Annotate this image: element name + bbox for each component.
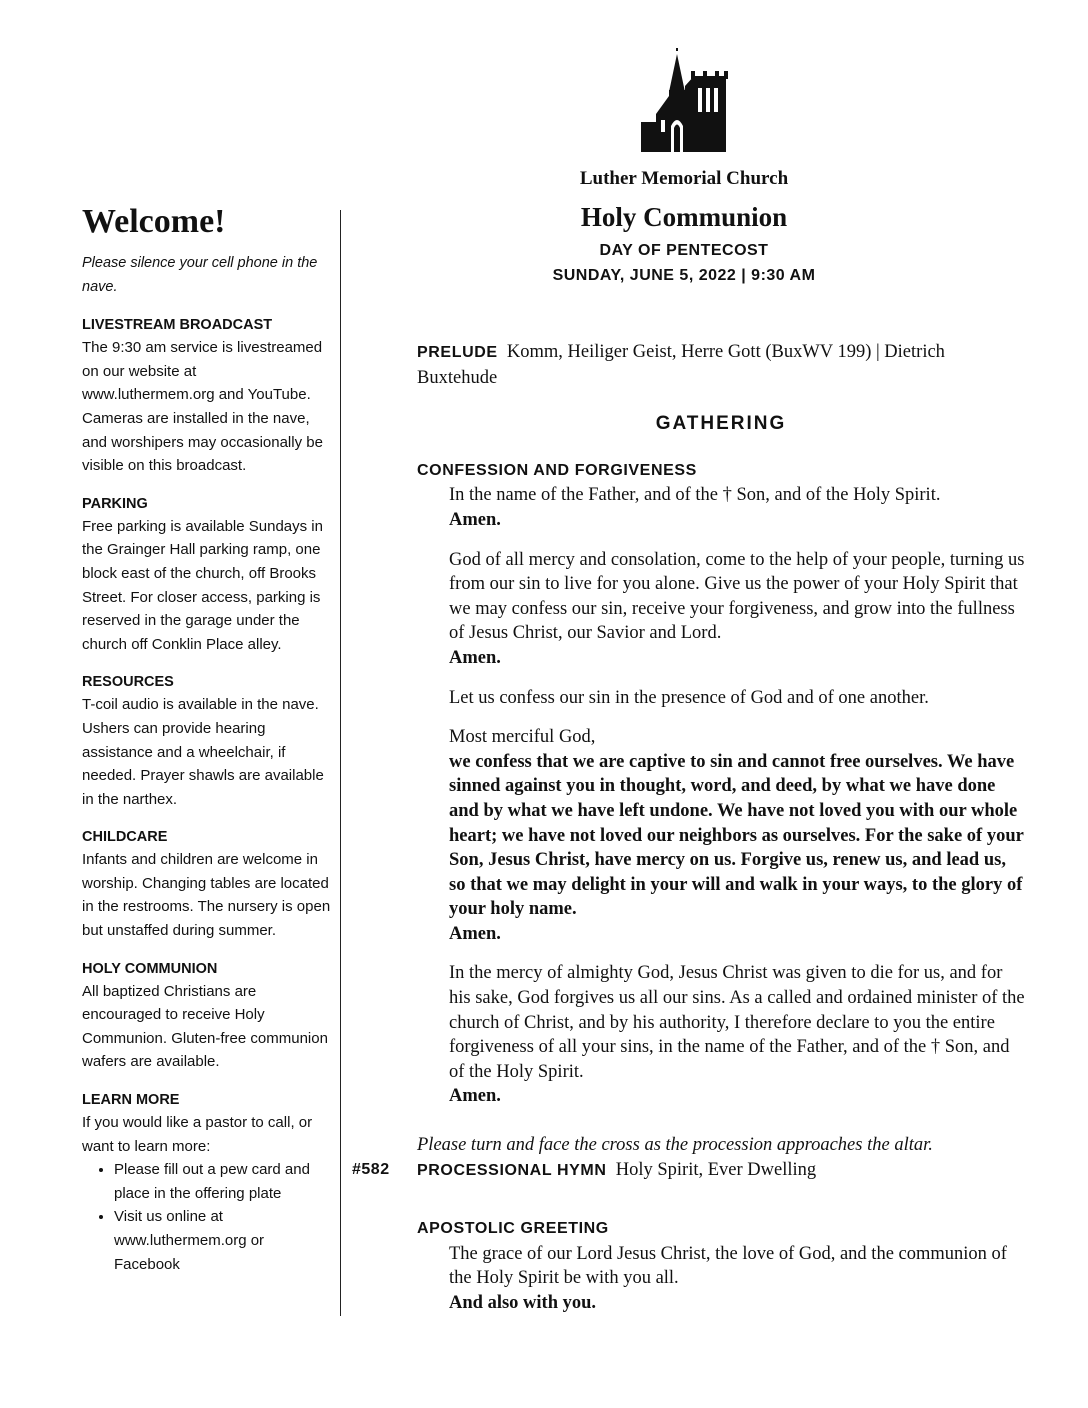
silence-phone-note: Please silence your cell phone in the nave. xyxy=(82,255,318,295)
procession-note: Please turn and face the cross as the procession approaches the altar. xyxy=(417,1135,933,1156)
amen-response: Amen. xyxy=(449,647,501,668)
amen-response: Amen. xyxy=(449,509,501,530)
greeting-text: The grace of our Lord Jesus Christ, the love of God, and the communion of the Holy Spirit be with you all. xyxy=(449,1243,1007,1289)
confession-response: we confess that we are captive to sin and cannot free ourselves. We have sinned against you in thought, word, and deed, by what we have done and by what we have left undone. We have not loved you with our whole heart; we have not loved our neighbors as ourselves. For the sake of your Son, Jesus Christ, have mercy on us. Forgive us, renew us, and lead us, so that we may delight in your will and walk in your ways, to the glory of your holy name. xyxy=(449,751,1024,920)
hymn-label: PROCESSIONAL HYMN xyxy=(417,1161,607,1179)
list-item: • Please fill out a pew card and place in the offering plate xyxy=(114,1158,332,1205)
confession-heading: CONFESSION AND FORGIVENESS xyxy=(417,461,697,479)
section-heading: HOLY COMMUNION xyxy=(82,960,218,977)
learn-more-section xyxy=(82,1089,332,1276)
section-text: T-coil audio is available in the nave. Ushers can provide hearing assistance and a wheelchair, if needed. Prayer shawls are available in the narthex. xyxy=(82,696,324,808)
liturgical-day: DAY OF PENTECOST xyxy=(599,242,769,259)
learn-more-list xyxy=(82,1158,332,1276)
section-text: If you would like a pastor to call, or want to learn more: xyxy=(82,1114,313,1155)
prelude-label: PRELUDE xyxy=(417,344,498,361)
section-heading: RESOURCES xyxy=(82,674,174,691)
service-date: SUNDAY, JUNE 5, 2022 | 9:30 AM xyxy=(552,267,816,284)
amen-response: Amen. xyxy=(449,923,501,944)
livestream-section xyxy=(82,314,332,478)
church-name: Luther Memorial Church xyxy=(579,168,789,189)
church-logo xyxy=(638,46,732,154)
section-text: Free parking is available Sundays in the Grainger Hall parking ramp, one block east of the church, off Brooks Street. For closer access, parking is reserved in the garage under the church off Conklin Place alley. xyxy=(82,517,323,653)
section-text: Infants and children are welcome in worship. Changing tables are located in the restrooms. The nursery is open but unstaffed during summer. xyxy=(82,851,331,940)
welcome-title: Welcome! xyxy=(82,203,226,240)
section-heading: PARKING xyxy=(82,495,148,512)
prelude xyxy=(417,340,1025,390)
order-of-worship xyxy=(352,340,1025,1316)
processional-hymn xyxy=(352,1158,1025,1184)
greeting-response: And also with you. xyxy=(449,1293,597,1313)
confession-prayer: God of all mercy and consolation, come to the help of your people, turning us from our sin to live for you alone. Give us the power of your Holy Spirit that we may confess our sin, receive your forgiveness, and grow into the fullness of Jesus Christ, our Savior and Lord. xyxy=(449,549,1025,644)
childcare-section xyxy=(82,826,332,942)
prelude-text: Komm, Heiliger Geist, Herre Gott (BuxWV 199) | Dietrich Buxtehude xyxy=(417,342,945,388)
resources-section xyxy=(82,671,332,811)
hymn-number: #582 xyxy=(352,1160,390,1178)
parking-section xyxy=(82,493,332,657)
confession-address: Most merciful God, xyxy=(449,727,596,748)
column-divider xyxy=(340,210,341,1316)
holy-communion-section xyxy=(82,958,332,1074)
section-heading: LIVESTREAM BROADCAST xyxy=(82,317,273,334)
invitation-to-confession: Let us confess our sin in the presence of God and of one another. xyxy=(449,687,929,708)
service-title: Holy Communion xyxy=(580,202,788,232)
hymn-title: Holy Spirit, Ever Dwelling xyxy=(615,1159,817,1180)
amen-response: Amen. xyxy=(449,1086,501,1107)
church-building-icon xyxy=(638,46,732,154)
section-text: The 9:30 am service is livestreamed on our website at www.luthermem.org and YouTube. Cameras are installed in the nave, and worshipers may occasionally be visible on this broadcast. xyxy=(82,339,323,475)
section-heading: LEARN MORE xyxy=(82,1092,180,1109)
section-heading: CHILDCARE xyxy=(82,829,168,846)
welcome-sidebar xyxy=(82,202,332,1291)
invocation: In the name of the Father, and of the † Son, and of the Holy Spirit. xyxy=(449,485,941,506)
greeting-heading: APOSTOLIC GREETING xyxy=(417,1220,609,1238)
absolution: In the mercy of almighty God, Jesus Christ was given to die for us, and for his sake, God forgives us all our sins. As a called and ordained minister of the church of Christ, and by his authority, I therefore declare to you the entire forgiveness of all your sins, in the name of the Father, and of the † Son, and of the Holy Spirit. xyxy=(449,963,1025,1082)
gathering-heading: GATHERING xyxy=(655,413,787,435)
list-item: • Visit us online at www.luthermem.org or Facebook xyxy=(114,1205,332,1276)
section-text: All baptized Christians are encouraged to receive Holy Communion. Gluten-free communion wafers are available. xyxy=(82,982,328,1071)
